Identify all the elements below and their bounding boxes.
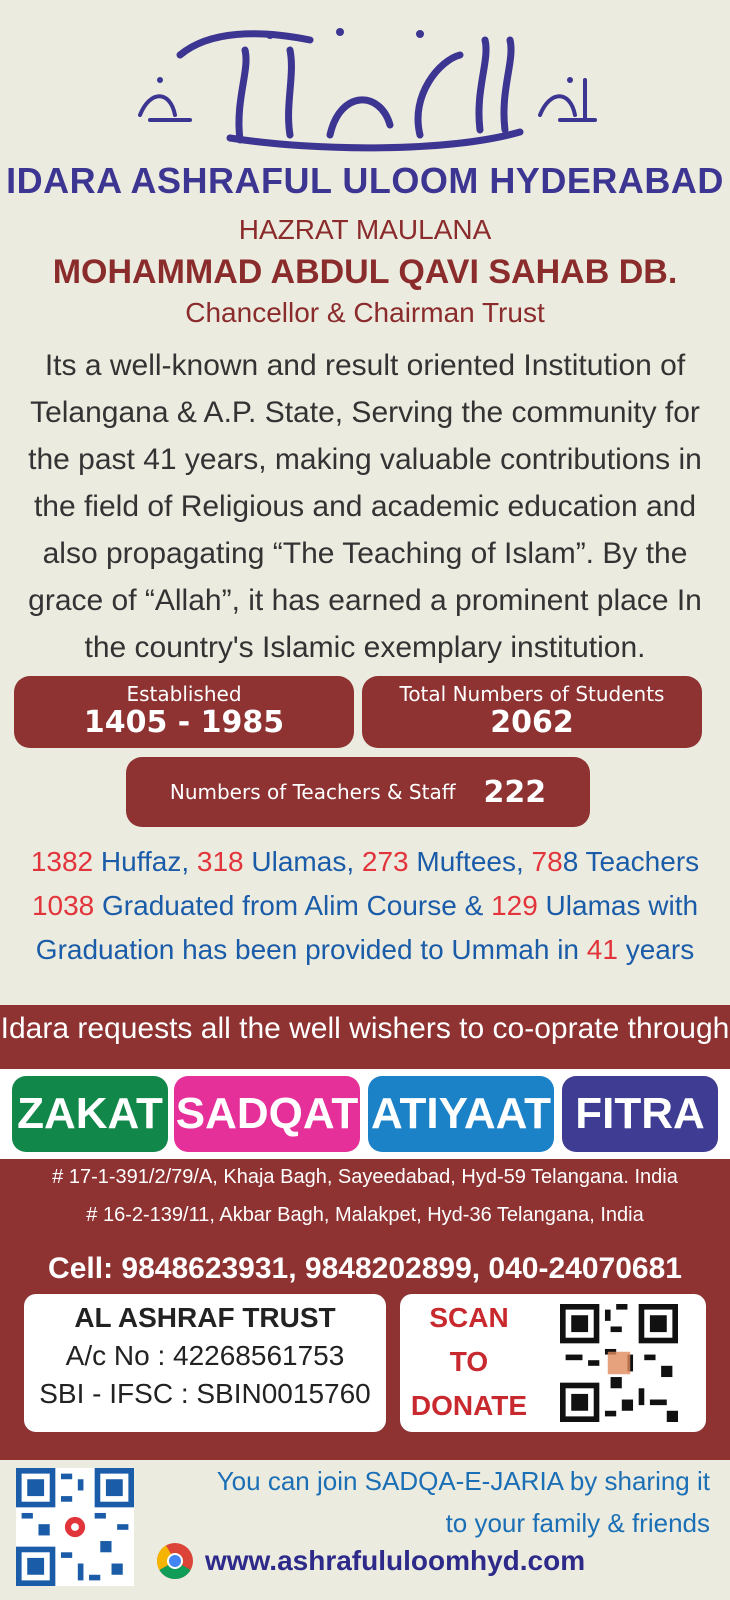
ulamas-count: 318	[196, 846, 244, 877]
scan-to-donate	[404, 1296, 534, 1428]
teachers-label: 8 Teachers	[562, 846, 700, 877]
cell-numbers: Cell: 9848623931, 9848202899, 040-24070681	[48, 1252, 682, 1285]
honorific: HAZRAT MAULANA	[238, 214, 492, 245]
zakat-button[interactable]: ZAKAT	[12, 1076, 168, 1152]
graduates-label: Graduated from Alim Course &	[94, 890, 492, 921]
donation-request: Idara requests all the well wishers to co-oprate through	[0, 1012, 730, 1045]
students-label: Total Numbers of Students	[399, 682, 665, 706]
staff-label: Numbers of Teachers & Staff	[169, 780, 456, 804]
donation-qr-code[interactable]	[560, 1304, 678, 1422]
chrome-icon	[156, 1542, 194, 1580]
chancellor-role: Chancellor & Chairman Trust	[185, 297, 545, 328]
share-message-line-1: You can join SADQA-E-JARIA by sharing it	[216, 1466, 710, 1496]
years-count: 41	[586, 934, 618, 965]
ulamas-graduation-label: Ulamas with	[537, 890, 699, 921]
scan-card	[400, 1294, 706, 1432]
sadqat-button[interactable]: SADQAT	[174, 1076, 360, 1152]
account-number: A/c No : 42268561753	[65, 1340, 345, 1371]
ulamas-label: Ulamas,	[243, 846, 362, 877]
atiyaat-button[interactable]: ATIYAAT	[368, 1076, 554, 1152]
ulamas-graduation-count: 129	[491, 890, 538, 921]
fitra-button[interactable]: FITRA	[562, 1076, 718, 1152]
students-badge	[362, 676, 702, 748]
institution-title: IDARA ASHRAFUL ULOOM HYDERABAD	[6, 160, 724, 201]
scan-line-3: DONATE	[410, 1390, 528, 1421]
achievements-line-2	[0, 884, 730, 928]
established-badge	[14, 676, 354, 748]
achievements-line-3	[0, 928, 730, 972]
established-label: Established	[126, 682, 242, 706]
years-prefix: Graduation has been provided to Ummah in	[35, 934, 587, 965]
website-link[interactable]: www.ashrafululoomhyd.com	[205, 1545, 586, 1576]
established-value: 1405 - 1985	[83, 705, 285, 740]
graduates-count: 1038	[31, 890, 95, 921]
huffaz-label: Huffaz,	[93, 846, 197, 877]
scan-line-2: TO	[449, 1346, 489, 1377]
achievements-line-1	[0, 840, 730, 884]
scan-line-1: SCAN	[429, 1302, 509, 1333]
years-suffix: years	[617, 934, 695, 965]
teachers-count: 78	[531, 846, 563, 877]
bank-details-card	[24, 1294, 386, 1432]
institution-description: Its a well-known and result oriented Institution of Telangana & A.P. State, Serving the community for the past 41 years, making valuable contributions in the field of Religious and academic education and also propagating “The Teaching of Islam”. By the grace of “Allah”, it has earned a prominent place In the country's Islamic exemplary institution.	[28, 349, 702, 664]
staff-value: 222	[483, 774, 547, 810]
chancellor-name: MOHAMMAD ABDUL QAVI SAHAB DB.	[52, 253, 678, 291]
share-message-line-2: to your family & friends	[445, 1508, 710, 1538]
urdu-calligraphy-logo	[120, 20, 610, 155]
address-line-2: # 16-2-139/11, Akbar Bagh, Malakpet, Hyd-36 Telangana, India	[86, 1204, 644, 1226]
ifsc-code: SBI - IFSC : SBIN0015760	[39, 1378, 371, 1409]
huffaz-count: 1382	[30, 846, 94, 877]
muftees-label: Muftees,	[408, 846, 532, 877]
location-qr-code[interactable]	[16, 1468, 134, 1586]
staff-badge	[126, 757, 590, 827]
students-value: 2062	[490, 705, 574, 740]
address-line-1: # 17-1-391/2/79/A, Khaja Bagh, Sayeedabad, Hyd-59 Telangana. India	[52, 1166, 678, 1188]
muftees-count: 273	[361, 846, 409, 877]
trust-name: AL ASHRAF TRUST	[74, 1302, 336, 1333]
